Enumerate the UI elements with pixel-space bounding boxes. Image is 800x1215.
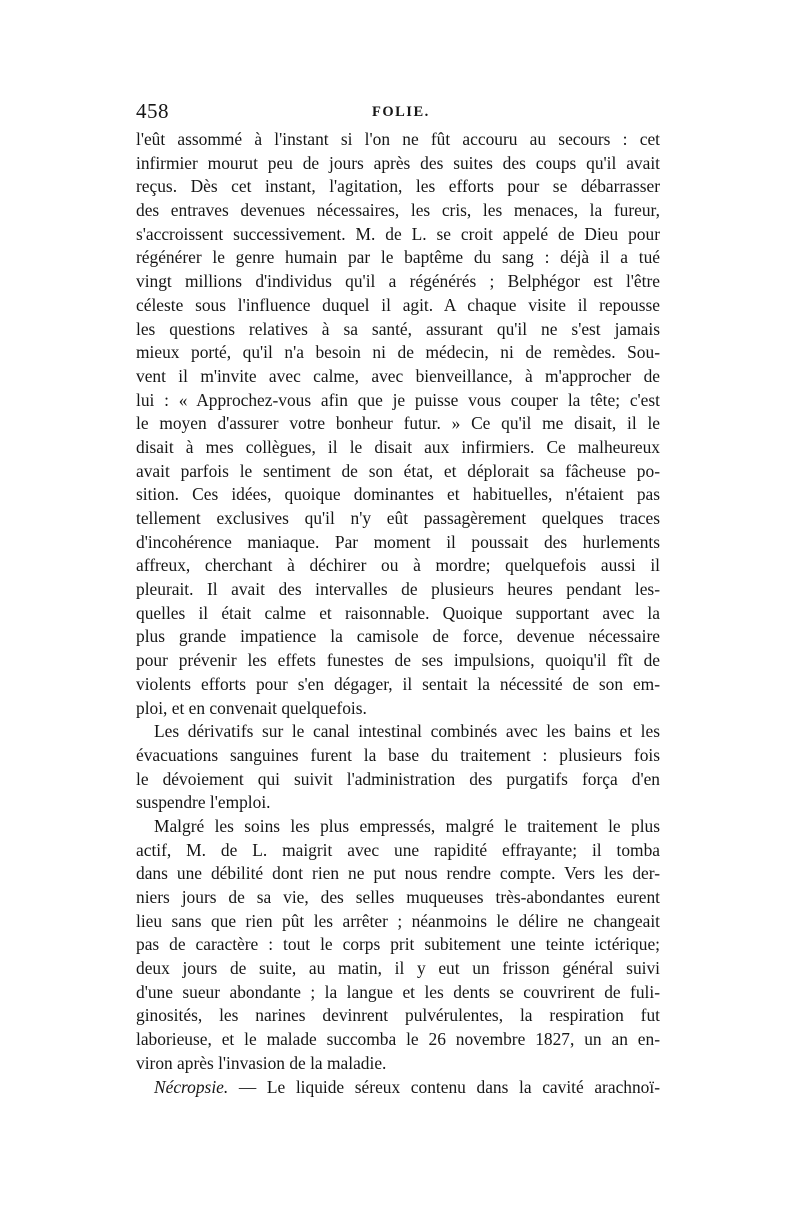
page-number: 458 xyxy=(136,99,169,123)
text-line: disait à mes collègues, il le disait aux infirmiers. Ce malheureux xyxy=(136,436,660,457)
text-line: régénérer le genre humain par le baptême du sang : déjà il a tué xyxy=(136,247,660,268)
text-line: des entraves devenues nécessaires, les cris, les menaces, la fureur, xyxy=(136,200,660,221)
text-line: céleste sous l'influence duquel il agit. A chaque visite il repousse xyxy=(136,294,660,315)
text-line: les questions relatives à sa santé, assurant qu'il ne s'est jamais xyxy=(136,318,660,339)
text-line-paragraph-start: Les dérivatifs sur le canal intestinal combinés avec les bains et les xyxy=(154,721,660,742)
text-line: actif, M. de L. maigrit avec une rapidité effrayante; il tomba xyxy=(136,839,660,860)
text-line: avait parfois le sentiment de son état, et déplorait sa fâcheuse po- xyxy=(136,460,660,481)
text-line-paragraph-start: Malgré les soins les plus empressés, malgré le traitement le plus xyxy=(154,815,660,836)
text-line: lui : « Approchez-vous afin que je puisse vous couper la tête; c'est xyxy=(136,389,660,410)
text-line: pleurait. Il avait des intervalles de plusieurs heures pendant les- xyxy=(136,579,660,600)
text-line: plus grande impatience la camisole de force, devenue nécessaire xyxy=(136,626,660,647)
text-line: d'incohérence maniaque. Par moment il poussait des hurlements xyxy=(136,531,660,552)
text-line-paragraph-end: viron après l'invasion de la maladie. xyxy=(136,1052,387,1073)
text-line: infirmier mourut peu de jours après des suites des coups qu'il avait xyxy=(136,152,660,173)
text-line-necropsie xyxy=(136,1076,660,1100)
text-line: niers jours de sa vie, des selles muqueuses très-abondantes eurent xyxy=(136,887,660,907)
text-line: le dévoiement qui suivit l'administration des purgatifs força d'en xyxy=(136,768,660,789)
text-line: deux jours de suite, au matin, il y eut un frisson général suivi xyxy=(136,958,660,979)
body-text xyxy=(136,128,660,1099)
text-line: lieu sans que rien pût les arrêter ; néanmoins le délire ne changeait xyxy=(136,910,660,931)
text-line: dans une débilité dont rien ne put nous rendre compte. Vers les der- xyxy=(136,863,660,884)
text-line: d'une sueur abondante ; la langue et les dents se couvrirent de fuli- xyxy=(136,981,660,1002)
text-line: vingt millions d'individus qu'il a régénérés ; Belphégor est l'être xyxy=(136,271,660,292)
necropsie-text: — Le liquide séreux contenu dans la cavité arachnoï- xyxy=(228,1076,660,1097)
text-line: affreux, cherchant à déchirer ou à mordre; quelquefois aussi il xyxy=(136,555,660,576)
text-line: pour prévenir les effets funestes de ses impulsions, quoiqu'il fît de xyxy=(136,650,660,671)
text-line: sition. Ces idées, quoique dominantes et habituelles, n'étaient pas xyxy=(136,484,660,505)
text-line: ginosités, les narines devinrent pulvérulentes, la respiration fut xyxy=(136,1005,660,1026)
text-line: reçus. Dès cet instant, l'agitation, les efforts pour se débarrasser xyxy=(136,176,660,197)
text-line: vent il m'invite avec calme, avec bienveillance, à m'approcher de xyxy=(136,365,660,386)
running-head xyxy=(136,98,660,124)
text-line: l'eût assommé à l'instant si l'on ne fût accouru au secours : cet xyxy=(136,129,660,149)
text-line: laborieuse, et le malade succomba le 26 novembre 1827, un an en- xyxy=(136,1029,660,1050)
running-title: FOLIE. xyxy=(372,104,430,120)
text-line-paragraph-end: suspendre l'emploi. xyxy=(136,792,271,813)
text-line: mieux porté, qu'il n'a besoin ni de médecin, ni de remèdes. Sou- xyxy=(136,342,660,363)
text-line: pas de caractère : tout le corps prit subitement une teinte ictérique; xyxy=(136,934,660,955)
text-line: tellement exclusives qu'il n'y eût passagèrement quelques traces xyxy=(136,508,660,528)
necropsie-label: Nécropsie. xyxy=(154,1076,229,1097)
text-line: violents efforts pour s'en dégager, il sentait la nécessité de son em- xyxy=(136,673,660,694)
text-line: évacuations sanguines furent la base du traitement : plusieurs fois xyxy=(136,744,660,765)
text-line: le moyen d'assurer votre bonheur futur. » Ce qu'il me disait, il le xyxy=(136,413,660,434)
text-line-paragraph-end: ploi, et en convenait quelquefois. xyxy=(136,697,367,718)
text-line: quelles il était calme et raisonnable. Quoique supportant avec la xyxy=(136,602,660,623)
text-line: s'accroissent successivement. M. de L. se croit appelé de Dieu pour xyxy=(136,223,660,244)
